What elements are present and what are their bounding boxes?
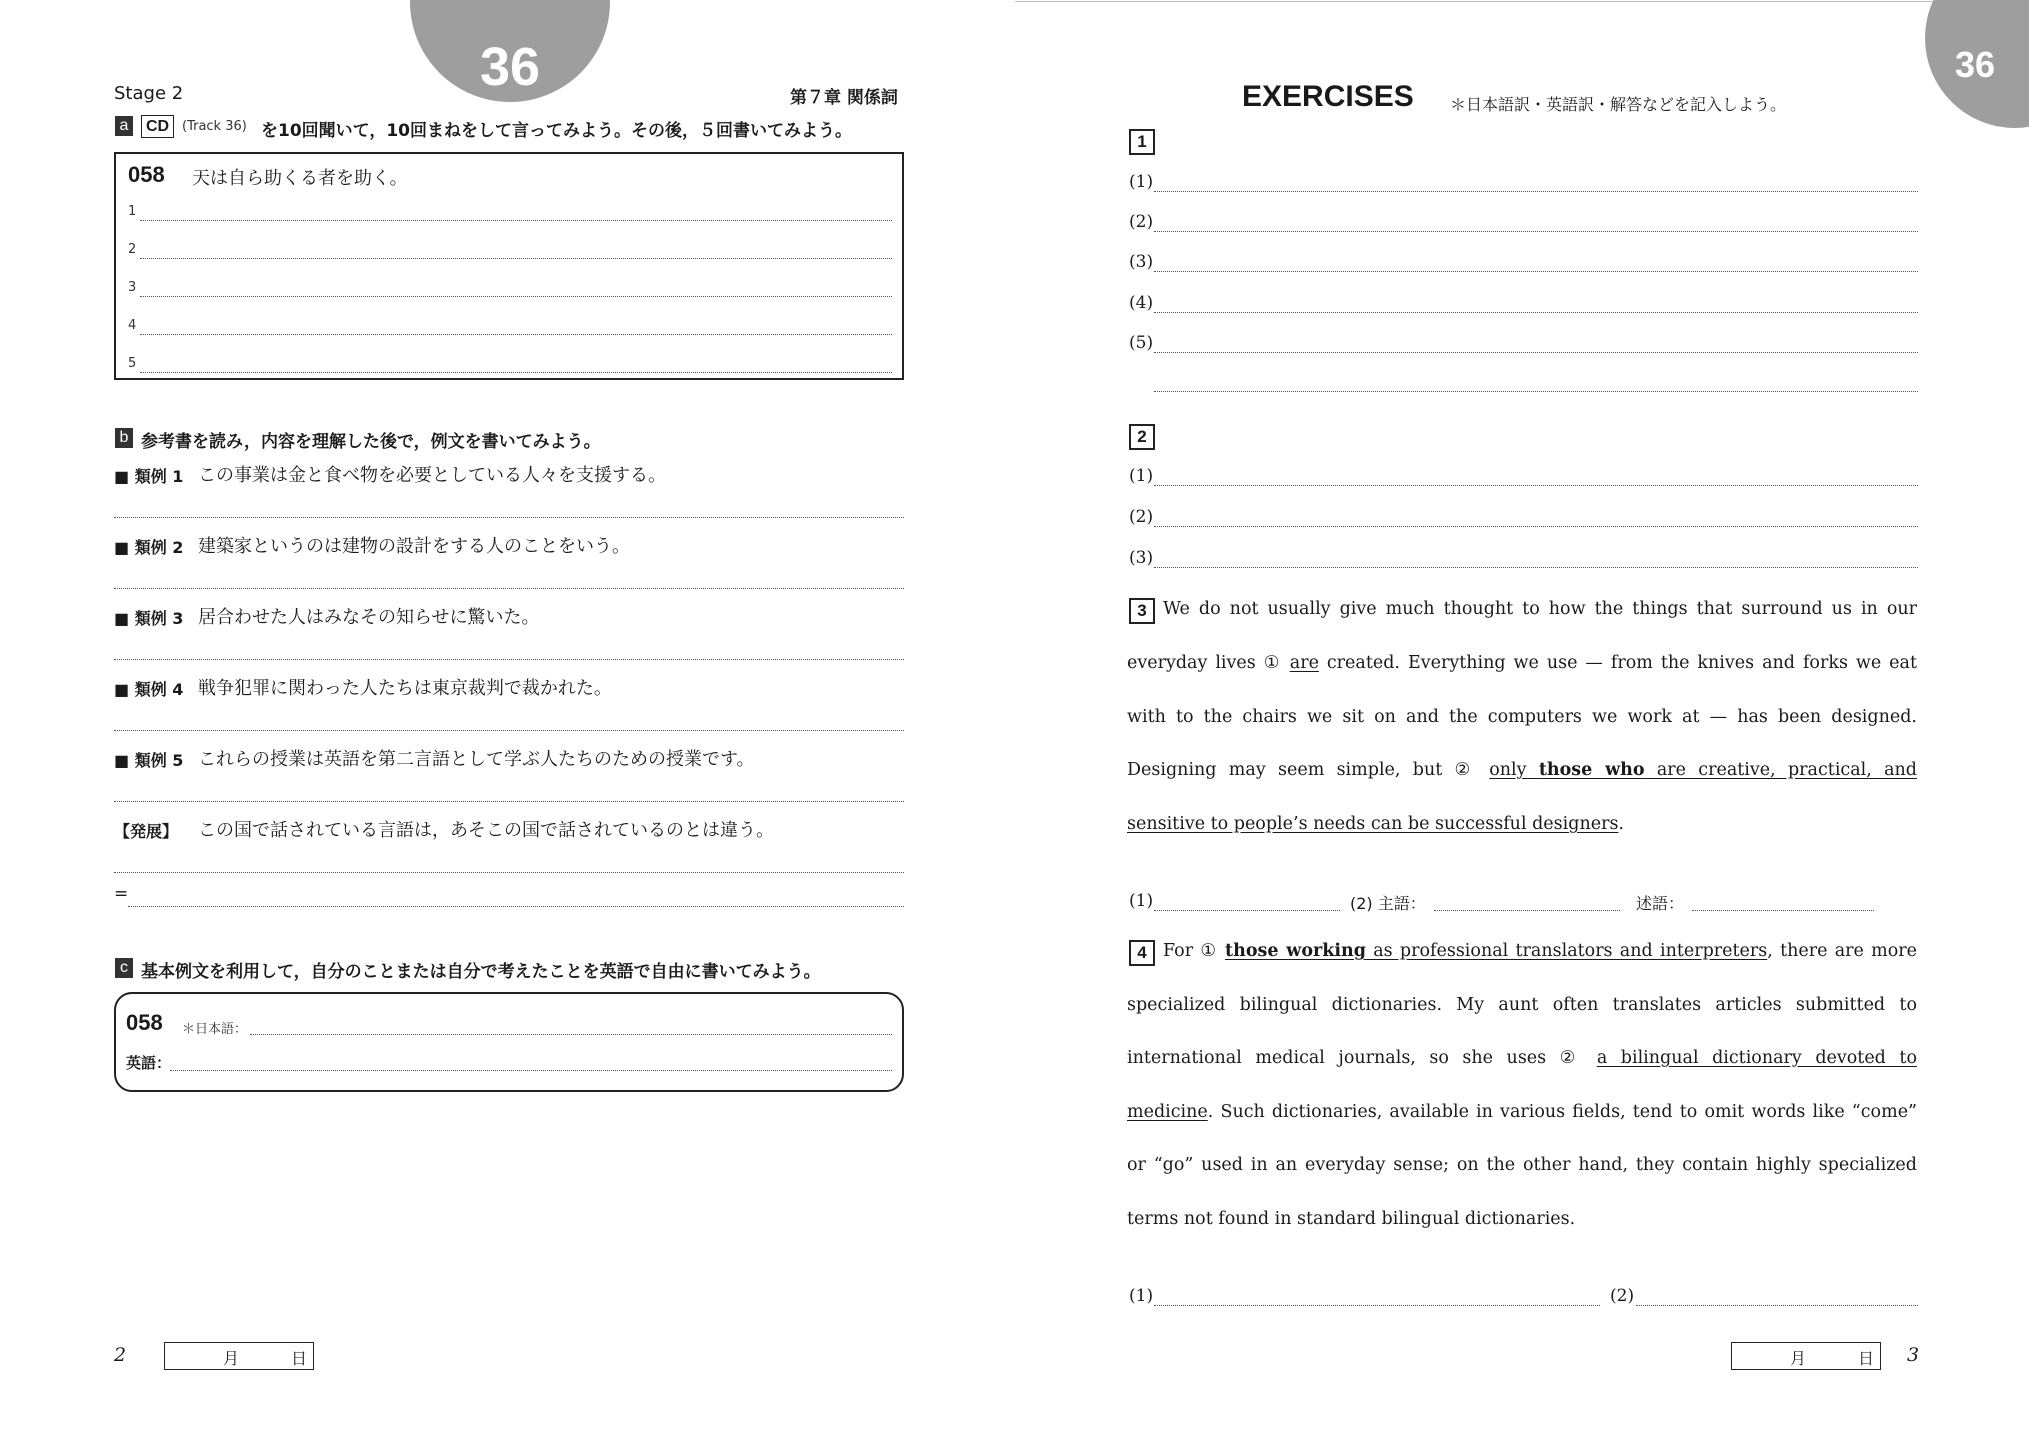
writing-box-058 xyxy=(114,152,904,380)
ex1-item-label: (1) xyxy=(1129,172,1154,192)
box-number: 058 xyxy=(128,162,165,187)
ex1-answer-line-5[interactable] xyxy=(1154,352,1918,353)
line-number: 1 xyxy=(128,204,137,219)
ex4-passage-line-6: terms not found in standard bilingual dictionaries. xyxy=(1127,1209,1576,1229)
ex3-subject-line[interactable] xyxy=(1434,910,1620,911)
example-sentence: この事業は金と食べ物を必要としている人々を支援する。 xyxy=(198,465,666,486)
ex3-subject-label: (2) 主語： xyxy=(1350,894,1426,913)
ex2-item-label: (3) xyxy=(1129,548,1154,568)
ex1-answer-line-4[interactable] xyxy=(1154,312,1918,313)
left-page-number: 2 xyxy=(114,1344,127,1366)
answer-line[interactable] xyxy=(114,801,904,802)
ex4-answer-1-line[interactable] xyxy=(1154,1305,1600,1306)
ex1-answer-line-2[interactable] xyxy=(1154,231,1918,232)
cd-badge: CD xyxy=(141,115,174,138)
ex3-verb-label: 述語： xyxy=(1636,894,1685,913)
ex2-answer-line-3[interactable] xyxy=(1154,567,1918,568)
writing-line-2[interactable] xyxy=(140,258,892,259)
section-a-mark: a xyxy=(115,116,133,136)
left-tab-number: 36 xyxy=(479,37,541,97)
ex2-answer-line-2[interactable] xyxy=(1154,526,1918,527)
ex1-item-label: (3) xyxy=(1129,252,1154,272)
example-label: ■ 類例 1 xyxy=(114,467,184,486)
ex4-passage-line-1: For ① those working as professional translators and interpreters, there are more xyxy=(1163,941,1918,961)
ex2-item-label: (2) xyxy=(1129,507,1154,527)
ex4-answer-1-label: (1) xyxy=(1129,1286,1154,1306)
ex4-passage-line-5: or “go” used in an everyday sense; on the other hand, they contain highly specialized xyxy=(1127,1155,1917,1175)
example-label: ■ 類例 5 xyxy=(114,751,184,770)
ex4-passage-line-4: medicine. Such dictionaries, available in various fields, tend to omit words like “come” xyxy=(1127,1102,1917,1122)
example-sentence: 居合わせた人はみなその知らせに驚いた。 xyxy=(198,607,540,628)
example-sentence: これらの授業は英語を第二言語として学ぶ人たちのための授業です。 xyxy=(198,749,755,770)
example-label: ■ 類例 2 xyxy=(114,538,184,557)
advanced-label: 【発展】 xyxy=(114,822,179,841)
top-edge-line xyxy=(1015,1,2000,2)
answer-line-equals[interactable] xyxy=(128,906,904,907)
section-a-instruction: を10回聞いて，10回まねをして言ってみよう。その後，５回書いてみよう。 xyxy=(261,121,852,141)
answer-line[interactable] xyxy=(114,872,904,873)
ex3-passage-line-1: We do not usually give much thought to how the things that surround us in our xyxy=(1163,599,1917,619)
writing-line-4[interactable] xyxy=(140,334,892,335)
ex1-item-label: (2) xyxy=(1129,212,1154,232)
chapter-title: 第７章 関係詞 xyxy=(790,88,898,108)
ex3-verb-line[interactable] xyxy=(1692,910,1874,911)
right-tab-number: 36 xyxy=(1954,44,1996,85)
exercise-1-number: 1 xyxy=(1129,129,1155,155)
ex2-answer-line-1[interactable] xyxy=(1154,485,1918,486)
equals-sign: = xyxy=(114,884,129,904)
example-sentence: 建築家というのは建物の設計をする人のことをいう。 xyxy=(198,536,630,557)
writing-line-1[interactable] xyxy=(140,220,892,221)
exercise-3-number: 3 xyxy=(1129,598,1155,624)
ex3-passage-line-2: everyday lives ① are created. Everything we use — from the knives and forks we eat xyxy=(1127,653,1917,673)
box-number: 058 xyxy=(126,1010,163,1035)
ex1-answer-line-1[interactable] xyxy=(1154,191,1918,192)
free-writing-box xyxy=(114,992,904,1092)
section-b-instruction: 参考書を読み，内容を理解した後で，例文を書いてみよう。 xyxy=(141,432,601,452)
line-number: 2 xyxy=(128,242,137,257)
ex3-passage-line-5: sensitive to people’s needs can be successful designers. xyxy=(1127,814,1624,834)
ex3-passage-line-3: with to the chairs we sit on and the computers we work at — has been designed. xyxy=(1127,707,1917,727)
section-b-mark: b xyxy=(115,428,133,448)
answer-line[interactable] xyxy=(114,517,904,518)
line-number: 4 xyxy=(128,318,137,333)
answer-line[interactable] xyxy=(114,659,904,660)
ex4-answer-2-line[interactable] xyxy=(1636,1305,1918,1306)
model-sentence: 天は自ら助くる者を助く。 xyxy=(192,168,408,189)
ex1-answer-line-6[interactable] xyxy=(1154,391,1918,392)
example-label: ■ 類例 4 xyxy=(114,680,184,699)
ex2-item-label: (1) xyxy=(1129,466,1154,486)
ex4-passage-line-3: international medical journals, so she uses ② a bilingual dictionary devoted to xyxy=(1127,1048,1917,1068)
exercises-subtitle: ＊日本語訳・英語訳・解答などを記入しよう。 xyxy=(1450,95,1787,114)
english-input-line[interactable] xyxy=(170,1070,892,1071)
advanced-sentence: この国で話されている言語は，あそこの国で話されているのとは違う。 xyxy=(198,820,774,841)
example-label: ■ 類例 3 xyxy=(114,609,184,628)
ex4-passage-line-2: specialized bilingual dictionaries. My aunt often translates articles submitted to xyxy=(1127,995,1917,1015)
japanese-label: ＊日本語： xyxy=(182,1022,248,1037)
writing-line-3[interactable] xyxy=(140,296,892,297)
english-label: 英語： xyxy=(126,1054,172,1072)
section-c-mark: c xyxy=(115,958,133,978)
month-label: 月 xyxy=(223,1349,240,1368)
right-page-number: 3 xyxy=(1907,1344,1920,1366)
track-label: (Track 36) xyxy=(182,119,247,134)
ex3-passage-line-4: Designing may seem simple, but ② only those who are creative, practical, and xyxy=(1127,760,1918,780)
right-date-box[interactable] xyxy=(1731,1342,1881,1370)
exercise-2-number: 2 xyxy=(1129,424,1155,450)
japanese-input-line[interactable] xyxy=(250,1034,892,1035)
section-c-instruction: 基本例文を利用して，自分のことまたは自分で考えたことを英語で自由に書いてみよう。 xyxy=(141,962,821,982)
line-number: 3 xyxy=(128,280,137,295)
ex4-answer-2-label: (2) xyxy=(1610,1286,1635,1306)
left-date-box[interactable] xyxy=(164,1342,314,1370)
stage-label: Stage 2 xyxy=(114,83,184,104)
month-label: 月 xyxy=(1790,1349,1807,1368)
ex3-answer-1-line[interactable] xyxy=(1154,910,1340,911)
answer-line[interactable] xyxy=(114,730,904,731)
ex1-item-label: (4) xyxy=(1129,293,1154,313)
writing-line-5[interactable] xyxy=(140,372,892,373)
day-label: 日 xyxy=(291,1349,308,1368)
ex1-item-label: (5) xyxy=(1129,333,1154,353)
example-sentence: 戦争犯罪に関わった人たちは東京裁判で裁かれた。 xyxy=(198,678,612,699)
day-label: 日 xyxy=(1858,1349,1875,1368)
ex3-answer-1-label: (1) xyxy=(1129,891,1154,911)
line-number: 5 xyxy=(128,356,137,371)
exercise-4-number: 4 xyxy=(1129,940,1155,966)
exercises-title: EXERCISES xyxy=(1242,80,1414,113)
ex1-answer-line-3[interactable] xyxy=(1154,271,1918,272)
answer-line[interactable] xyxy=(114,588,904,589)
